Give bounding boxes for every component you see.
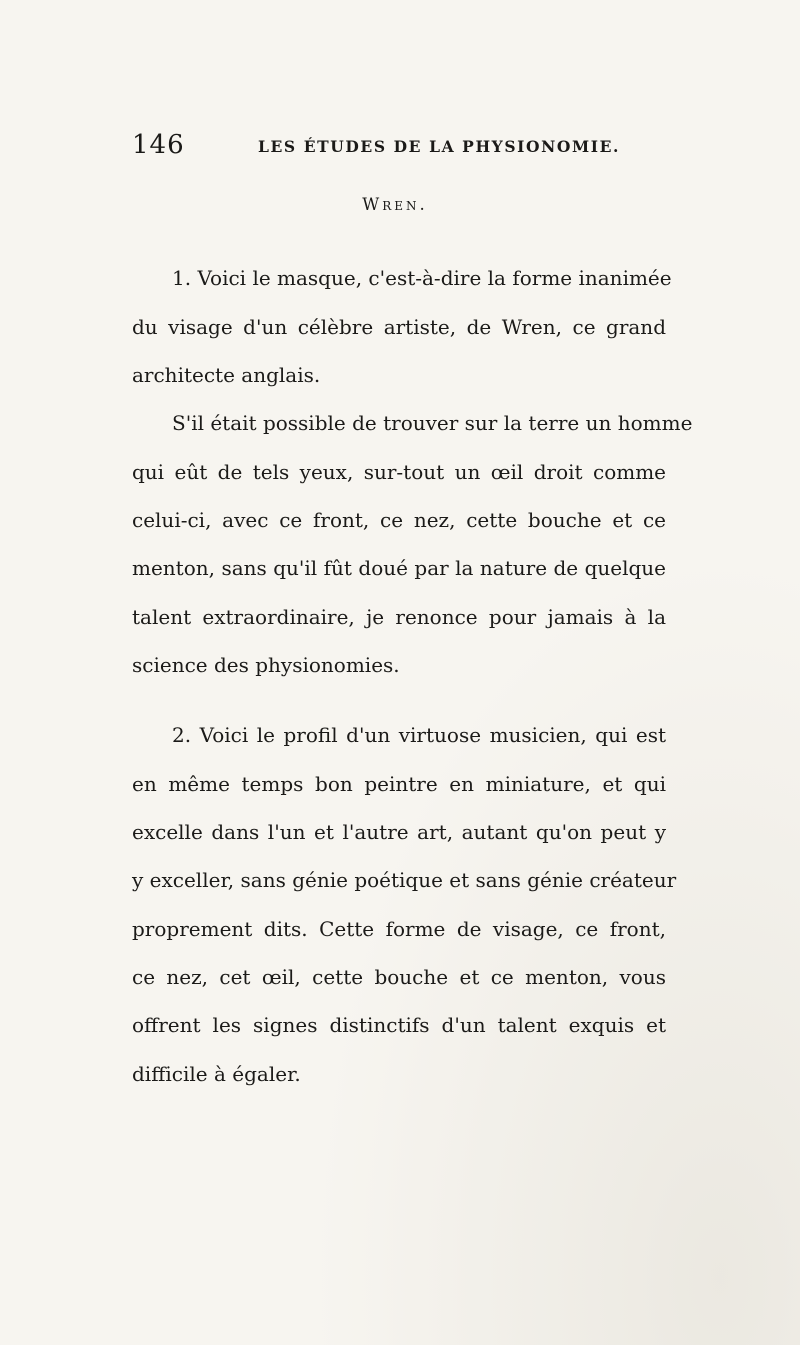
text-line: en même temps bon peintre en miniature, et qui xyxy=(132,772,666,796)
text-line: architecte anglais. xyxy=(132,363,321,387)
text-line: difficile à égaler. xyxy=(132,1062,301,1086)
text-line: excelle dans l'un et l'autre art, autant qu'on peut y xyxy=(132,820,666,844)
text-line: offrent les signes distinctifs d'un talent exquis et xyxy=(132,1013,666,1037)
text-line: talent extraordinaire, je renonce pour jamais à la xyxy=(132,605,666,629)
running-head xyxy=(0,130,800,160)
text-line: qui eût de tels yeux, sur-tout un œil droit comme xyxy=(132,460,666,484)
text-line: science des physionomies. xyxy=(132,653,400,677)
page-number: 146 xyxy=(132,130,185,160)
text-line: 1. Voici le masque, c'est-à-dire la forme inanimée xyxy=(172,266,672,290)
text-line: S'il était possible de trouver sur la terre un homme xyxy=(172,411,693,435)
text-line: celui-ci, avec ce front, ce nez, cette bouche et ce xyxy=(132,508,666,532)
text-line: 2. Voici le profil d'un virtuose musicien, qui est xyxy=(172,723,666,747)
text-line: y exceller, sans génie poétique et sans génie créateur xyxy=(132,868,677,892)
section-title: Wren. xyxy=(362,195,428,214)
text-line: ce nez, cet œil, cette bouche et ce menton, vous xyxy=(132,965,666,989)
text-line: menton, sans qu'il fût doué par la nature de quelque xyxy=(132,556,666,580)
running-title: LES ÉTUDES DE LA PHYSIONOMIE. xyxy=(258,137,620,156)
text-line: du visage d'un célèbre artiste, de Wren, ce grand xyxy=(132,315,666,339)
text-line: proprement dits. Cette forme de visage, ce front, xyxy=(132,917,666,941)
